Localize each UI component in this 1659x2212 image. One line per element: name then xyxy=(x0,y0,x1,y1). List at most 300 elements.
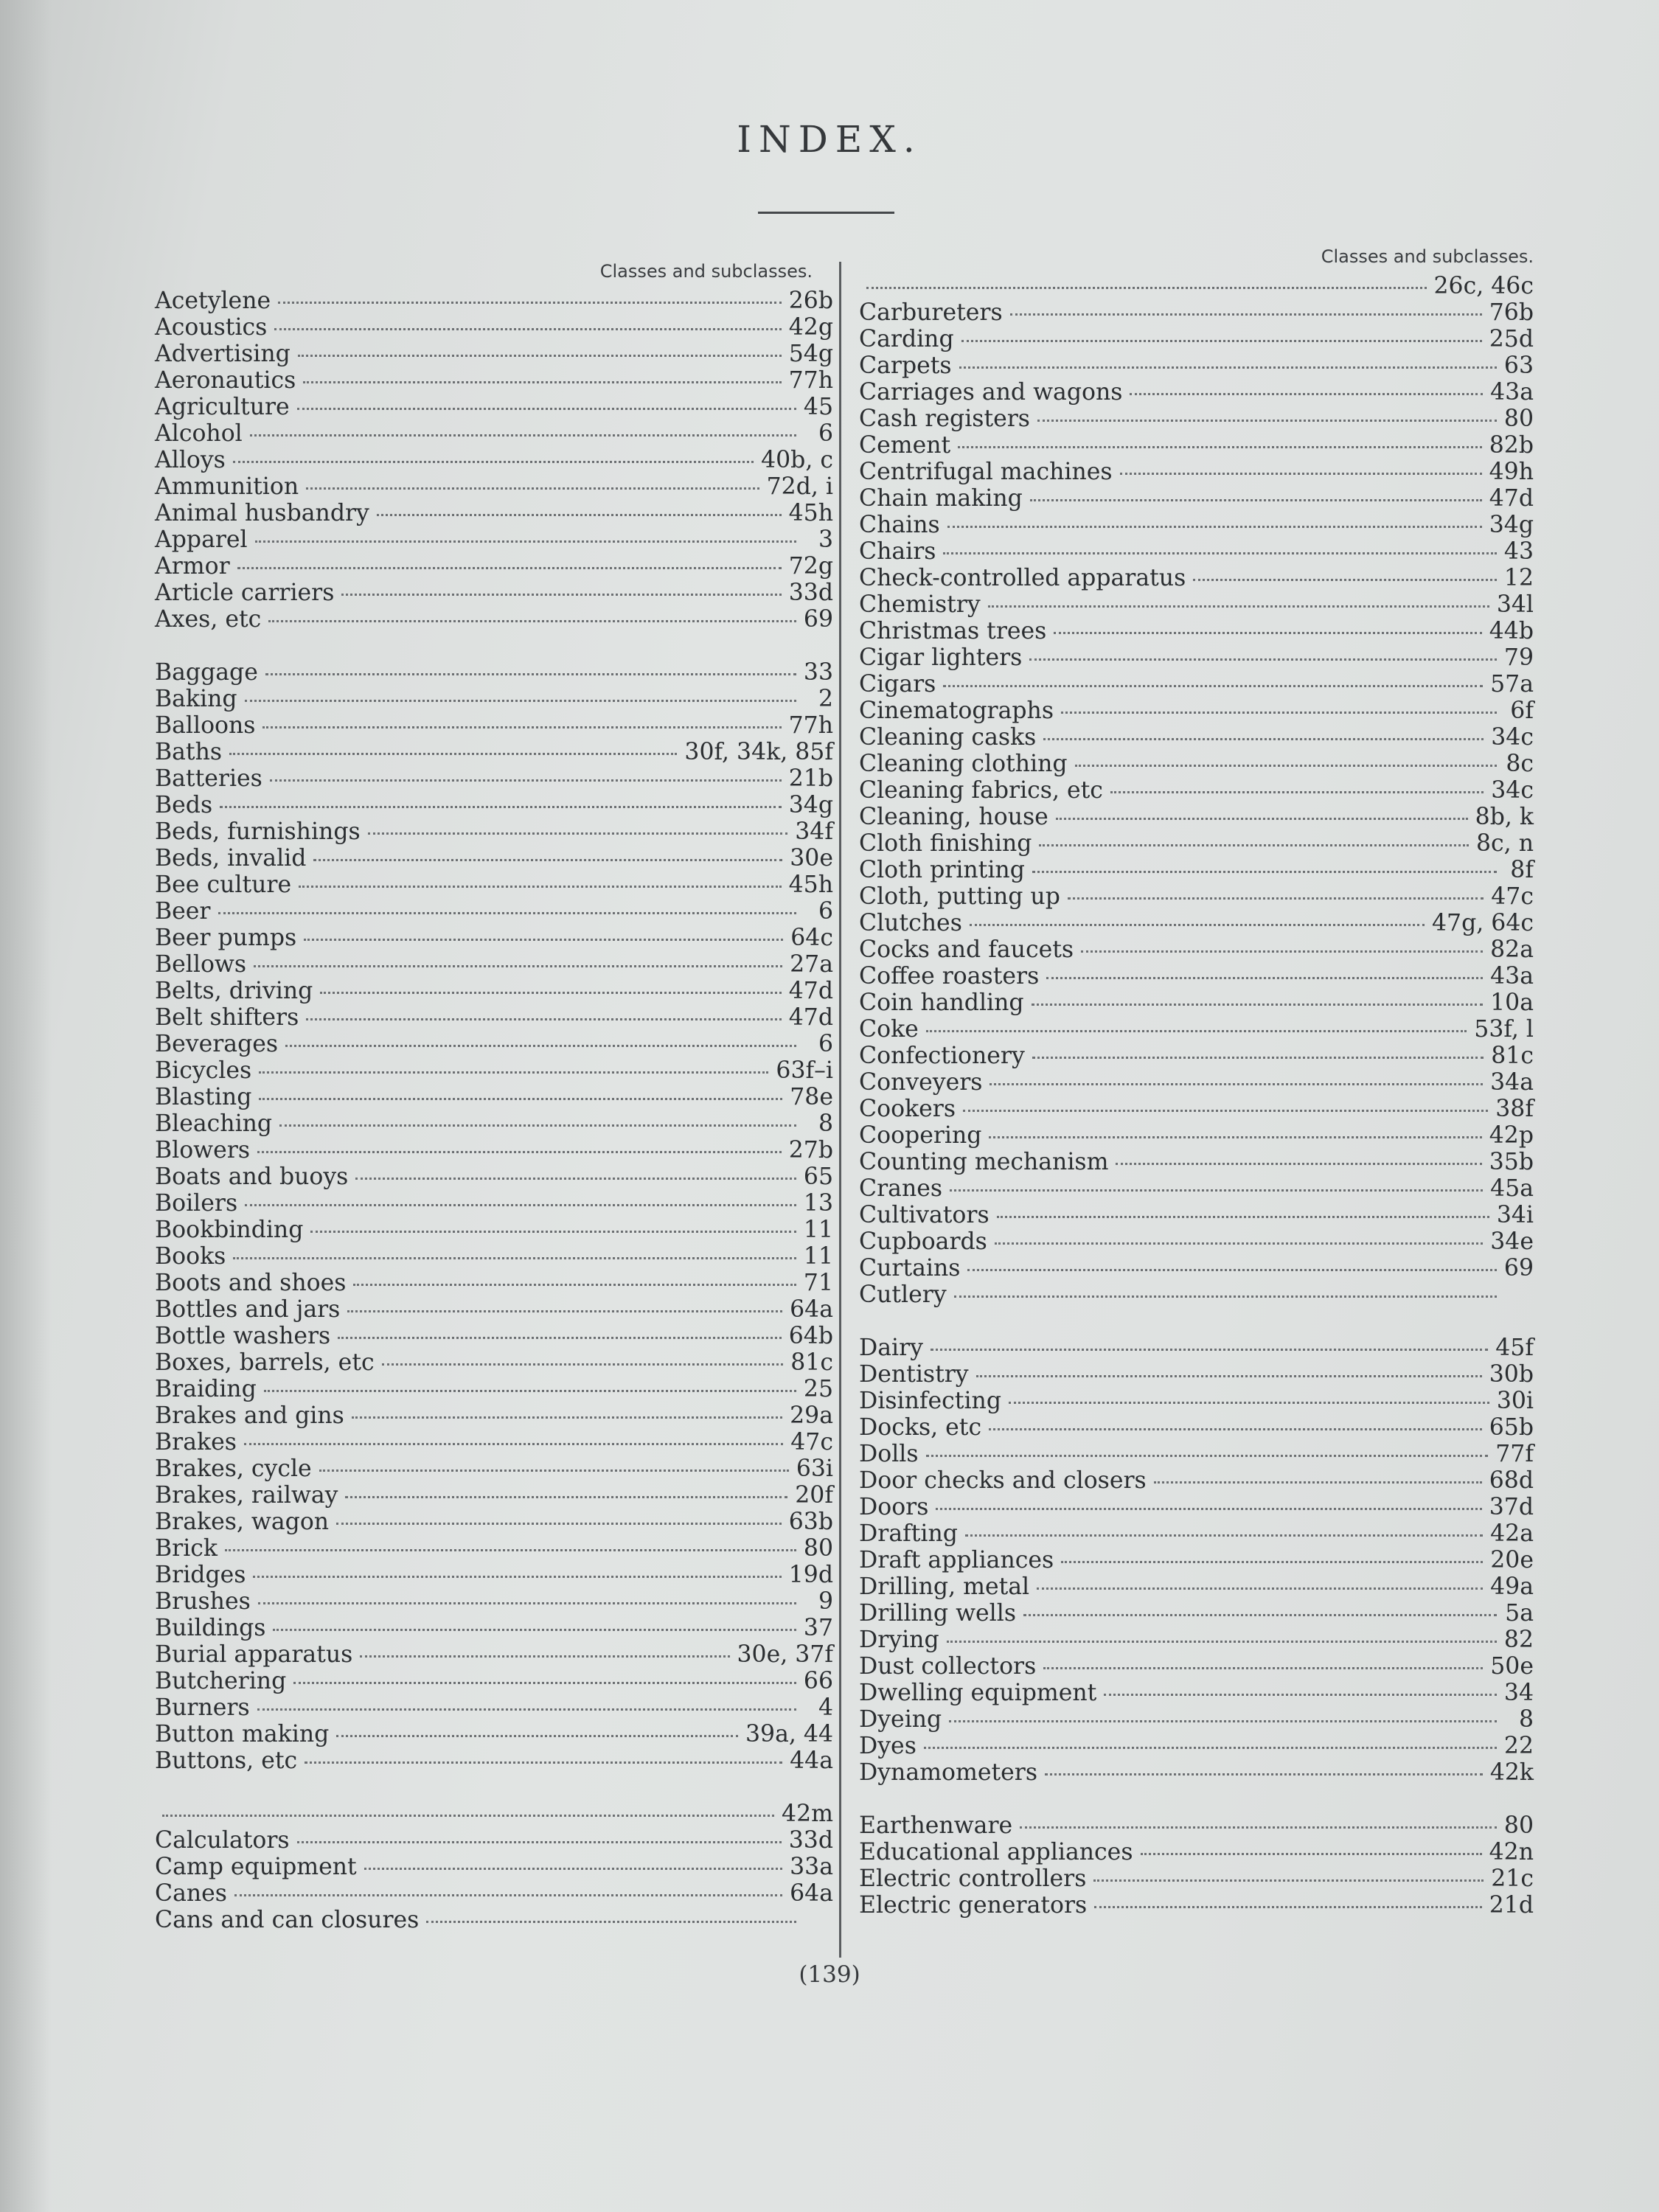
dot-leader xyxy=(1010,313,1482,316)
dot-leader xyxy=(866,287,1427,289)
entry-class-ref: 77f xyxy=(1495,1441,1534,1467)
index-column-left xyxy=(155,262,833,1933)
entry-class-ref: 34g xyxy=(788,792,833,818)
entry-term: Advertising xyxy=(155,341,291,367)
index-entry xyxy=(155,1031,833,1057)
dot-leader xyxy=(297,1841,782,1843)
entry-class-ref: 47d xyxy=(788,1004,833,1031)
entry-class-ref: 8c xyxy=(1506,751,1534,777)
dot-leader xyxy=(377,514,782,516)
entry-class-ref: 72d, i xyxy=(766,473,833,500)
index-entry xyxy=(859,804,1534,830)
index-entry xyxy=(859,936,1534,963)
entry-term: Ammunition xyxy=(155,473,299,500)
index-entry xyxy=(155,1615,833,1641)
dot-leader xyxy=(257,1708,796,1711)
entry-class-ref: 26c, 46c xyxy=(1433,273,1534,299)
index-entry xyxy=(155,712,833,739)
entry-class-ref: 3 xyxy=(818,526,833,553)
dot-leader xyxy=(1093,1879,1484,1882)
entry-class-ref: 22 xyxy=(1503,1733,1534,1759)
index-entry xyxy=(859,1892,1534,1919)
entry-term: Drilling, metal xyxy=(859,1573,1030,1600)
dot-leader xyxy=(970,924,1425,926)
index-entry xyxy=(155,1349,833,1376)
entry-term: Bee culture xyxy=(155,872,292,898)
dot-leader xyxy=(426,1921,796,1923)
entry-class-ref: 65b xyxy=(1489,1414,1534,1441)
index-entry xyxy=(155,792,833,818)
dot-leader xyxy=(293,1682,796,1684)
index-entry xyxy=(155,765,833,792)
entry-term: Curtains xyxy=(859,1255,961,1281)
entry-class-ref: 42n xyxy=(1489,1839,1534,1865)
entry-class-ref: 8c, n xyxy=(1476,830,1534,857)
dot-leader xyxy=(926,1030,1467,1032)
index-entry xyxy=(155,526,833,553)
dot-leader xyxy=(958,446,1482,448)
dot-leader xyxy=(1046,977,1483,979)
entry-term: Cleaning, house xyxy=(859,804,1048,830)
index-entry xyxy=(155,845,833,872)
index-entry xyxy=(859,1573,1534,1600)
entry-term: Acetylene xyxy=(155,288,271,314)
index-entry xyxy=(155,1190,833,1217)
index-entry xyxy=(155,1270,833,1296)
entry-class-ref: 57a xyxy=(1490,671,1534,698)
dot-leader xyxy=(995,1242,1483,1245)
dot-leader xyxy=(943,685,1483,687)
entry-term: Brakes and gins xyxy=(155,1402,344,1429)
dot-leader xyxy=(255,540,796,543)
index-entry xyxy=(859,1547,1534,1573)
index-entry xyxy=(155,1429,833,1455)
entry-class-ref: 11 xyxy=(803,1217,833,1243)
entry-term: Bleaching xyxy=(155,1110,273,1137)
entry-term: Dwelling equipment xyxy=(859,1680,1097,1706)
entry-class-ref: 11 xyxy=(803,1243,833,1270)
entry-term: Earthenware xyxy=(859,1812,1013,1839)
entry-term: Butchering xyxy=(155,1668,287,1694)
dot-leader xyxy=(313,859,782,861)
entry-class-ref: 63b xyxy=(788,1509,833,1535)
dot-leader xyxy=(989,1428,1482,1430)
entry-term: Drafting xyxy=(859,1520,958,1547)
index-entry xyxy=(859,698,1534,724)
index-entry xyxy=(859,1733,1534,1759)
entry-term: Cloth printing xyxy=(859,857,1025,883)
entry-term: Boats and buoys xyxy=(155,1164,349,1190)
entry-class-ref: 34 xyxy=(1503,1680,1534,1706)
dot-leader xyxy=(310,1231,796,1233)
dot-leader xyxy=(355,1178,796,1180)
index-entry xyxy=(155,1907,833,1933)
dot-leader xyxy=(1116,1163,1481,1165)
dot-leader xyxy=(233,461,754,463)
index-entry xyxy=(155,1137,833,1164)
entry-term: Armor xyxy=(155,553,230,580)
dot-leader xyxy=(319,1470,789,1472)
dot-leader xyxy=(345,1496,787,1498)
index-entry xyxy=(155,473,833,500)
entry-term: Burial apparatus xyxy=(155,1641,353,1668)
dot-leader xyxy=(976,1375,1482,1377)
section-gap xyxy=(155,1774,833,1801)
index-entry xyxy=(859,459,1534,485)
entry-class-ref: 45f xyxy=(1495,1335,1534,1361)
index-entry xyxy=(859,990,1534,1016)
entry-term: Electric generators xyxy=(859,1892,1088,1919)
entry-class-ref: 43a xyxy=(1490,379,1534,406)
entry-term: Cigar lighters xyxy=(859,644,1023,671)
entry-term: Batteries xyxy=(155,765,262,792)
entry-class-ref: 8b, k xyxy=(1475,804,1534,830)
index-entry xyxy=(155,1217,833,1243)
index-entry xyxy=(155,1721,833,1747)
entry-term: Dyes xyxy=(859,1733,917,1759)
entry-term: Educational appliances xyxy=(859,1839,1133,1865)
dot-leader xyxy=(1032,871,1497,873)
entry-term: Chain making xyxy=(859,485,1023,512)
entry-class-ref: 44a xyxy=(790,1747,833,1774)
index-entry xyxy=(859,1680,1534,1706)
dot-leader xyxy=(1154,1481,1482,1484)
entry-class-ref: 81c xyxy=(790,1349,833,1376)
index-entry xyxy=(859,1414,1534,1441)
index-entry xyxy=(859,1865,1534,1892)
entry-class-ref: 42p xyxy=(1489,1122,1534,1149)
entry-term: Cinematographs xyxy=(859,698,1054,724)
entry-term: Carbureters xyxy=(859,299,1003,326)
section-gap xyxy=(859,1786,1534,1812)
entry-class-ref: 21c xyxy=(1491,1865,1534,1892)
entry-class-ref: 43a xyxy=(1490,963,1534,990)
dot-leader xyxy=(225,1549,796,1551)
entry-term: Axes, etc xyxy=(155,606,262,633)
entry-term: Carding xyxy=(859,326,954,352)
entry-class-ref: 37d xyxy=(1489,1494,1534,1520)
dot-leader xyxy=(1020,1826,1497,1829)
entry-term: Agriculture xyxy=(155,394,290,420)
index-entry xyxy=(859,777,1534,804)
dot-leader xyxy=(1054,632,1481,634)
entry-term: Coke xyxy=(859,1016,919,1043)
entry-term: Brick xyxy=(155,1535,218,1562)
dot-leader xyxy=(234,1894,782,1896)
dot-leader xyxy=(1043,1667,1483,1669)
entry-class-ref: 45h xyxy=(788,500,833,526)
dot-leader xyxy=(353,1284,796,1286)
index-entry xyxy=(859,1335,1534,1361)
index-entry xyxy=(859,299,1534,326)
dot-leader xyxy=(336,1735,738,1737)
dot-leader xyxy=(1075,765,1497,767)
dot-leader xyxy=(257,1151,782,1153)
dot-leader xyxy=(1104,1694,1497,1696)
index-entry xyxy=(859,963,1534,990)
index-entry xyxy=(155,1084,833,1110)
index-entry xyxy=(155,1854,833,1880)
entry-term: Dust collectors xyxy=(859,1653,1037,1680)
index-entry xyxy=(859,379,1534,406)
index-entry xyxy=(859,1361,1534,1388)
index-entry xyxy=(155,1668,833,1694)
index-entry xyxy=(859,1228,1534,1255)
entry-term: Confectionery xyxy=(859,1043,1025,1069)
entry-class-ref: 8f xyxy=(1510,857,1534,883)
index-entry xyxy=(155,818,833,845)
dot-leader xyxy=(352,1416,782,1419)
dot-leader xyxy=(990,1083,1483,1085)
entry-term: Animal husbandry xyxy=(155,500,369,526)
index-entry xyxy=(155,978,833,1004)
entry-class-ref: 2 xyxy=(818,686,833,712)
dot-leader xyxy=(963,1110,1488,1112)
entry-class-ref: 21b xyxy=(788,765,833,792)
entry-term: Chains xyxy=(859,512,940,538)
index-entry xyxy=(155,1641,833,1668)
dot-leader xyxy=(368,832,788,835)
entry-class-ref: 71 xyxy=(803,1270,833,1296)
index-entry xyxy=(155,1509,833,1535)
index-entry xyxy=(155,394,833,420)
entry-class-ref: 63 xyxy=(1503,352,1534,379)
index-entry xyxy=(155,1827,833,1854)
index-entry xyxy=(859,1388,1534,1414)
dot-leader xyxy=(297,408,796,410)
entry-class-ref: 37 xyxy=(803,1615,833,1641)
entry-class-ref: 5a xyxy=(1505,1600,1534,1627)
entry-term: Clutches xyxy=(859,910,962,936)
index-entry xyxy=(155,1164,833,1190)
entry-class-ref: 47c xyxy=(790,1429,833,1455)
entry-class-ref: 81c xyxy=(1491,1043,1534,1069)
dot-leader xyxy=(1043,738,1484,740)
index-entry xyxy=(155,288,833,314)
index-entry xyxy=(155,1323,833,1349)
dot-leader xyxy=(268,620,796,622)
dot-leader xyxy=(1061,1561,1483,1563)
entry-term: Docks, etc xyxy=(859,1414,982,1441)
entry-term: Dolls xyxy=(859,1441,919,1467)
entry-term: Article carriers xyxy=(155,580,335,606)
dot-leader xyxy=(961,340,1482,342)
dot-leader xyxy=(229,753,677,755)
index-entry xyxy=(155,1588,833,1615)
index-entry xyxy=(859,591,1534,618)
dot-leader xyxy=(1039,844,1469,846)
index-entry xyxy=(155,606,833,633)
entry-class-ref: 82b xyxy=(1489,432,1534,459)
index-entry xyxy=(859,512,1534,538)
dot-leader xyxy=(245,1204,796,1206)
dot-leader xyxy=(1068,897,1484,900)
entry-term: Cookers xyxy=(859,1096,956,1122)
index-entry xyxy=(859,485,1534,512)
dot-leader xyxy=(254,965,782,967)
index-entry xyxy=(155,739,833,765)
entry-class-ref: 20e xyxy=(1490,1547,1534,1573)
entry-class-ref: 66 xyxy=(803,1668,833,1694)
entry-class-ref: 13 xyxy=(803,1190,833,1217)
entry-class-ref: 65 xyxy=(803,1164,833,1190)
entry-class-ref: 47g, 64c xyxy=(1432,910,1534,936)
entry-term: Bookbinding xyxy=(155,1217,304,1243)
index-entry xyxy=(859,910,1534,936)
dot-leader xyxy=(1094,1906,1482,1908)
entry-term: Cleaning fabrics, etc xyxy=(859,777,1103,804)
index-entry xyxy=(155,898,833,925)
section-gap xyxy=(155,633,833,659)
dot-leader xyxy=(1037,420,1497,422)
index-entry xyxy=(859,1653,1534,1680)
entry-term: Boots and shoes xyxy=(155,1270,347,1296)
dot-leader xyxy=(364,1868,782,1870)
dot-leader xyxy=(265,673,796,675)
dot-leader xyxy=(965,1534,1483,1537)
entry-term: Brakes, cycle xyxy=(155,1455,312,1482)
dot-leader xyxy=(1045,1773,1483,1775)
entry-class-ref: 63f–i xyxy=(776,1057,833,1084)
entry-term: Cultivators xyxy=(859,1202,990,1228)
entry-class-ref: 79 xyxy=(1503,644,1534,671)
index-entry xyxy=(859,883,1534,910)
index-entry xyxy=(859,1441,1534,1467)
entry-class-ref: 20f xyxy=(795,1482,833,1509)
index-entry xyxy=(155,925,833,951)
index-entry xyxy=(155,1243,833,1270)
entry-term: Beer xyxy=(155,898,211,925)
dot-leader xyxy=(1009,1402,1489,1404)
index-entry xyxy=(155,659,833,686)
index-entry xyxy=(859,1096,1534,1122)
dot-leader xyxy=(1032,1004,1484,1006)
index-entry xyxy=(859,1122,1534,1149)
dot-leader xyxy=(1193,579,1497,581)
entry-class-ref: 82 xyxy=(1503,1627,1534,1653)
entry-class-ref: 64c xyxy=(790,925,833,951)
entry-class-ref: 49h xyxy=(1489,459,1534,485)
dot-leader xyxy=(259,1098,782,1100)
page-title: INDEX. xyxy=(737,118,922,161)
entry-term: Cigars xyxy=(859,671,936,698)
entry-class-ref: 63i xyxy=(796,1455,833,1482)
entry-term: Balloons xyxy=(155,712,256,739)
entry-term: Cement xyxy=(859,432,951,459)
dot-leader xyxy=(303,381,781,383)
entry-term: Beverages xyxy=(155,1031,279,1057)
dot-leader xyxy=(320,992,781,994)
entry-class-ref: 34a xyxy=(1490,1069,1534,1096)
index-entry xyxy=(859,1069,1534,1096)
index-entry xyxy=(859,751,1534,777)
entry-term: Dynamometers xyxy=(859,1759,1037,1786)
entry-class-ref: 30f, 34k, 85f xyxy=(684,739,833,765)
entry-class-ref: 64a xyxy=(790,1296,833,1323)
index-column-right xyxy=(859,247,1534,1919)
entry-class-ref: 43 xyxy=(1503,538,1534,565)
right-entries xyxy=(859,273,1534,1919)
entry-term: Cleaning casks xyxy=(859,724,1037,751)
entry-term: Dairy xyxy=(859,1335,923,1361)
entry-class-ref: 6 xyxy=(818,1031,833,1057)
entry-class-ref: 26b xyxy=(788,288,833,314)
entry-term: Chairs xyxy=(859,538,936,565)
entry-class-ref: 78e xyxy=(790,1084,833,1110)
entry-term: Brakes, wagon xyxy=(155,1509,330,1535)
entry-term: Bellows xyxy=(155,951,247,978)
dot-leader xyxy=(1110,791,1484,793)
entry-class-ref: 77h xyxy=(788,367,833,394)
entry-term: Aeronautics xyxy=(155,367,296,394)
dot-leader xyxy=(949,1720,1497,1722)
entry-class-ref: 33d xyxy=(788,580,833,606)
entry-term: Doors xyxy=(859,1494,929,1520)
entry-term: Bottle washers xyxy=(155,1323,331,1349)
entry-class-ref: 50e xyxy=(1490,1653,1534,1680)
page-edge-shadow xyxy=(0,0,52,2212)
index-entry xyxy=(155,1455,833,1482)
entry-class-ref: 6 xyxy=(818,898,833,925)
entry-term: Baggage xyxy=(155,659,258,686)
entry-class-ref: 45 xyxy=(803,394,833,420)
entry-class-ref: 34i xyxy=(1496,1202,1534,1228)
entry-class-ref: 49a xyxy=(1490,1573,1534,1600)
dot-leader xyxy=(298,355,782,357)
entry-term: Belt shifters xyxy=(155,1004,299,1031)
entry-term: Beer pumps xyxy=(155,925,297,951)
dot-leader xyxy=(926,1455,1489,1457)
entry-term: Bridges xyxy=(155,1562,246,1588)
entry-term: Buttons, etc xyxy=(155,1747,298,1774)
entry-term: Cranes xyxy=(859,1175,943,1202)
index-entry xyxy=(859,1255,1534,1281)
index-entry xyxy=(859,1149,1534,1175)
dot-leader xyxy=(278,302,782,304)
index-entry xyxy=(859,1520,1534,1547)
entry-term: Coin handling xyxy=(859,990,1024,1016)
entry-class-ref: 8 xyxy=(818,1110,833,1137)
dot-leader xyxy=(950,1189,1483,1192)
entry-term: Camp equipment xyxy=(155,1854,357,1880)
entry-class-ref: 64b xyxy=(788,1323,833,1349)
dot-leader xyxy=(997,1216,1489,1218)
dot-leader xyxy=(233,1257,796,1259)
index-entry xyxy=(155,1535,833,1562)
index-entry xyxy=(859,1627,1534,1653)
column-header-left: Classes and subclasses. xyxy=(599,261,813,282)
dot-leader xyxy=(360,1655,729,1658)
index-entry xyxy=(859,352,1534,379)
dot-leader xyxy=(218,912,797,914)
index-entry xyxy=(155,1004,833,1031)
entry-term: Beds xyxy=(155,792,213,818)
entry-term: Apparel xyxy=(155,526,248,553)
index-entry xyxy=(859,830,1534,857)
dot-leader xyxy=(936,1508,1481,1510)
entry-class-ref: 27a xyxy=(790,951,833,978)
index-entry xyxy=(155,1801,833,1827)
entry-term: Counting mechanism xyxy=(859,1149,1109,1175)
index-entry xyxy=(155,580,833,606)
entry-class-ref: 4 xyxy=(818,1694,833,1721)
dot-leader xyxy=(264,1390,796,1392)
index-entry xyxy=(859,857,1534,883)
index-entry xyxy=(859,1839,1534,1865)
entry-class-ref: 6 xyxy=(818,420,833,447)
entry-term: Baking xyxy=(155,686,237,712)
entry-term: Cutlery xyxy=(859,1281,947,1308)
